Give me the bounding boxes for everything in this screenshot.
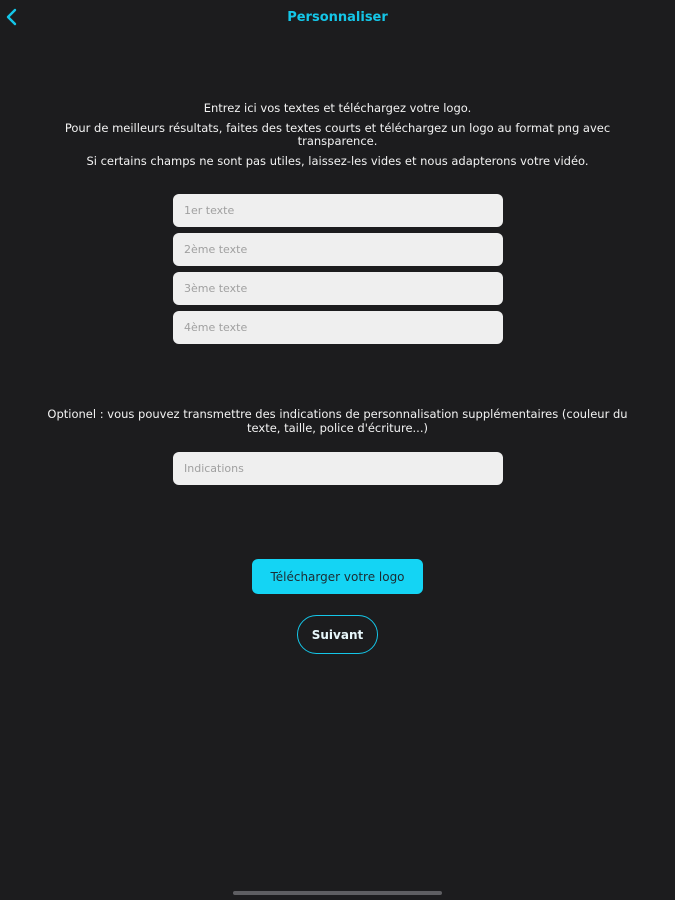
home-indicator <box>233 891 442 895</box>
intro-line-1: Entrez ici vos textes et téléchargez votre logo. <box>203 101 472 115</box>
next-button[interactable]: Suivant <box>297 615 378 654</box>
intro-line-2: Pour de meilleurs résultats, faites des textes courts et téléchargez un logo au format png avec transparence. <box>64 121 611 148</box>
text-field-4[interactable] <box>173 311 503 344</box>
intro-text <box>30 102 645 175</box>
optional-note: Optionel : vous pouvez transmettre des indications de personnalisation supplémentaires (couleur du texte, taille, police d'écriture...) <box>47 407 628 435</box>
indications-field[interactable] <box>173 452 503 485</box>
text-field-3[interactable] <box>173 272 503 305</box>
intro-line-3: Si certains champs ne sont pas utiles, laissez-les vides et nous adapterons votre vidéo. <box>86 154 589 168</box>
text-field-2[interactable] <box>173 233 503 266</box>
page-title: Personnaliser <box>287 10 388 25</box>
upload-logo-button[interactable]: Télécharger votre logo <box>252 559 423 594</box>
text-field-1[interactable] <box>173 194 503 227</box>
